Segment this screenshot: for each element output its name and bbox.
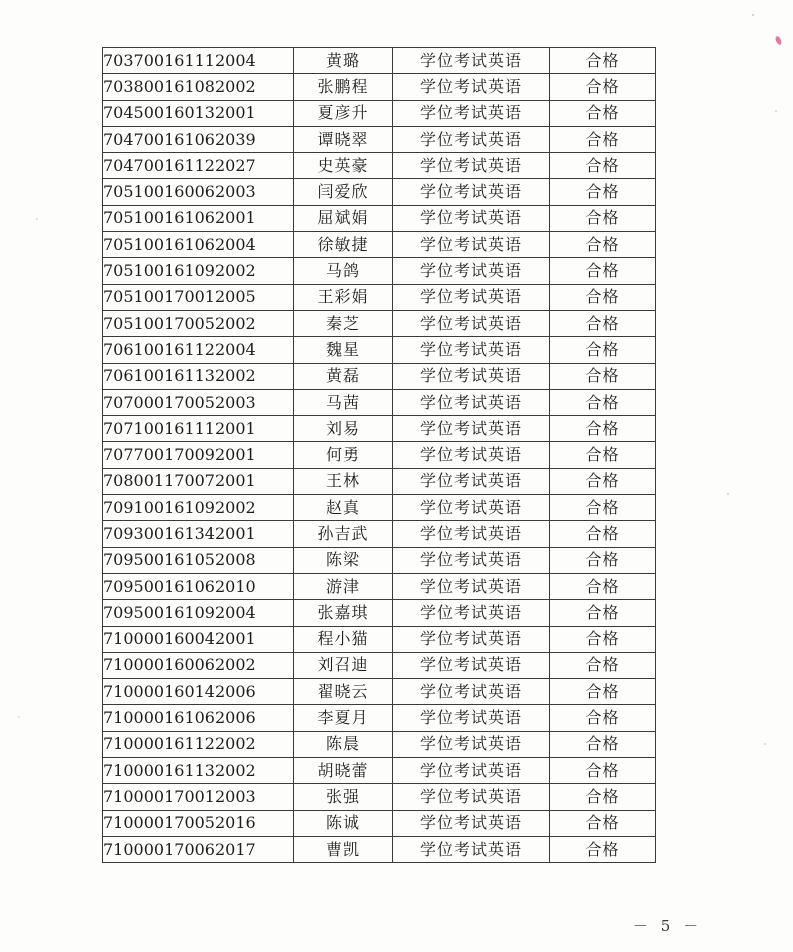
table-row bbox=[103, 153, 656, 179]
student-id-cell: 706100161122004 bbox=[103, 337, 294, 363]
student-name-cell: 史英豪 bbox=[294, 153, 393, 179]
exam-name-cell: 学位考试英语 bbox=[393, 784, 550, 810]
student-name-cell: 胡晓蕾 bbox=[294, 758, 393, 784]
result-cell: 合格 bbox=[550, 495, 656, 521]
exam-name-cell: 学位考试英语 bbox=[393, 495, 550, 521]
table-row bbox=[103, 363, 656, 389]
result-cell: 合格 bbox=[550, 416, 656, 442]
exam-name-cell: 学位考试英语 bbox=[393, 100, 550, 126]
result-cell: 合格 bbox=[550, 310, 656, 336]
result-cell: 合格 bbox=[550, 573, 656, 599]
exam-name-cell: 学位考试英语 bbox=[393, 652, 550, 678]
dust-speck bbox=[727, 493, 729, 495]
table-row bbox=[103, 232, 656, 258]
result-cell: 合格 bbox=[550, 626, 656, 652]
dust-speck bbox=[36, 218, 38, 220]
exam-name-cell: 学位考试英语 bbox=[393, 74, 550, 100]
result-cell: 合格 bbox=[550, 48, 656, 74]
result-cell: 合格 bbox=[550, 179, 656, 205]
student-name-cell: 秦芝 bbox=[294, 310, 393, 336]
student-name-cell: 何勇 bbox=[294, 442, 393, 468]
dust-speck bbox=[752, 14, 754, 16]
result-cell: 合格 bbox=[550, 836, 656, 862]
exam-name-cell: 学位考试英语 bbox=[393, 363, 550, 389]
student-name-cell: 游津 bbox=[294, 573, 393, 599]
table-row bbox=[103, 705, 656, 731]
student-name-cell: 程小猫 bbox=[294, 626, 393, 652]
student-id-cell: 705100161062001 bbox=[103, 205, 294, 231]
student-name-cell: 王林 bbox=[294, 468, 393, 494]
student-name-cell: 马茜 bbox=[294, 389, 393, 415]
result-cell: 合格 bbox=[550, 284, 656, 310]
student-name-cell: 刘召迪 bbox=[294, 652, 393, 678]
result-cell: 合格 bbox=[550, 337, 656, 363]
student-name-cell: 翟晓云 bbox=[294, 679, 393, 705]
table-row bbox=[103, 442, 656, 468]
table-row bbox=[103, 310, 656, 336]
result-cell: 合格 bbox=[550, 600, 656, 626]
student-name-cell: 黄磊 bbox=[294, 363, 393, 389]
table-row bbox=[103, 836, 656, 862]
student-name-cell: 张嘉琪 bbox=[294, 600, 393, 626]
ink-stain bbox=[774, 35, 782, 45]
exam-name-cell: 学位考试英语 bbox=[393, 258, 550, 284]
student-id-cell: 704500160132001 bbox=[103, 100, 294, 126]
exam-name-cell: 学位考试英语 bbox=[393, 442, 550, 468]
page-number: － 5 － bbox=[633, 917, 703, 935]
exam-name-cell: 学位考试英语 bbox=[393, 836, 550, 862]
result-cell: 合格 bbox=[550, 652, 656, 678]
exam-name-cell: 学位考试英语 bbox=[393, 232, 550, 258]
student-id-cell: 704700161062039 bbox=[103, 126, 294, 152]
table-row bbox=[103, 731, 656, 757]
exam-name-cell: 学位考试英语 bbox=[393, 679, 550, 705]
student-name-cell: 王彩娟 bbox=[294, 284, 393, 310]
table-row bbox=[103, 679, 656, 705]
student-name-cell: 徐敏捷 bbox=[294, 232, 393, 258]
student-name-cell: 李夏月 bbox=[294, 705, 393, 731]
student-id-cell: 707100161112001 bbox=[103, 416, 294, 442]
student-name-cell: 张强 bbox=[294, 784, 393, 810]
result-cell: 合格 bbox=[550, 126, 656, 152]
student-id-cell: 705100161092002 bbox=[103, 258, 294, 284]
result-cell: 合格 bbox=[550, 705, 656, 731]
exam-name-cell: 学位考试英语 bbox=[393, 205, 550, 231]
result-cell: 合格 bbox=[550, 258, 656, 284]
exam-name-cell: 学位考试英语 bbox=[393, 600, 550, 626]
table-row bbox=[103, 205, 656, 231]
result-cell: 合格 bbox=[550, 468, 656, 494]
table-row bbox=[103, 547, 656, 573]
table-row bbox=[103, 495, 656, 521]
student-id-cell: 705100161062004 bbox=[103, 232, 294, 258]
table-row bbox=[103, 600, 656, 626]
student-name-cell: 黄璐 bbox=[294, 48, 393, 74]
student-id-cell: 708001170072001 bbox=[103, 468, 294, 494]
exam-name-cell: 学位考试英语 bbox=[393, 126, 550, 152]
table-row bbox=[103, 758, 656, 784]
table-row bbox=[103, 521, 656, 547]
table-row bbox=[103, 573, 656, 599]
student-id-cell: 705100170012005 bbox=[103, 284, 294, 310]
student-id-cell: 710000161132002 bbox=[103, 758, 294, 784]
student-name-cell: 夏彦升 bbox=[294, 100, 393, 126]
student-name-cell: 谭晓翠 bbox=[294, 126, 393, 152]
student-id-cell: 709500161062010 bbox=[103, 573, 294, 599]
student-name-cell: 陈晨 bbox=[294, 731, 393, 757]
exam-name-cell: 学位考试英语 bbox=[393, 573, 550, 599]
result-cell: 合格 bbox=[550, 679, 656, 705]
result-cell: 合格 bbox=[550, 389, 656, 415]
table-row bbox=[103, 416, 656, 442]
student-id-cell: 710000160142006 bbox=[103, 679, 294, 705]
exam-name-cell: 学位考试英语 bbox=[393, 547, 550, 573]
student-id-cell: 710000170062017 bbox=[103, 836, 294, 862]
result-cell: 合格 bbox=[550, 731, 656, 757]
student-id-cell: 709500161092004 bbox=[103, 600, 294, 626]
student-id-cell: 705100170052002 bbox=[103, 310, 294, 336]
exam-results-body bbox=[103, 48, 656, 863]
student-name-cell: 曹凯 bbox=[294, 836, 393, 862]
student-name-cell: 赵真 bbox=[294, 495, 393, 521]
student-id-cell: 710000161062006 bbox=[103, 705, 294, 731]
exam-name-cell: 学位考试英语 bbox=[393, 337, 550, 363]
table-row bbox=[103, 258, 656, 284]
student-id-cell: 710000170012003 bbox=[103, 784, 294, 810]
dust-speck bbox=[764, 743, 766, 745]
table-row bbox=[103, 389, 656, 415]
result-cell: 合格 bbox=[550, 784, 656, 810]
dust-speck bbox=[18, 716, 20, 718]
student-id-cell: 709300161342001 bbox=[103, 521, 294, 547]
table-row bbox=[103, 468, 656, 494]
exam-name-cell: 学位考试英语 bbox=[393, 626, 550, 652]
exam-name-cell: 学位考试英语 bbox=[393, 284, 550, 310]
exam-name-cell: 学位考试英语 bbox=[393, 468, 550, 494]
student-id-cell: 710000161122002 bbox=[103, 731, 294, 757]
result-cell: 合格 bbox=[550, 153, 656, 179]
table-row bbox=[103, 100, 656, 126]
student-id-cell: 710000160062002 bbox=[103, 652, 294, 678]
table-row bbox=[103, 652, 656, 678]
student-name-cell: 马鸽 bbox=[294, 258, 393, 284]
exam-name-cell: 学位考试英语 bbox=[393, 179, 550, 205]
exam-name-cell: 学位考试英语 bbox=[393, 810, 550, 836]
student-id-cell: 709500161052008 bbox=[103, 547, 294, 573]
result-cell: 合格 bbox=[550, 810, 656, 836]
result-cell: 合格 bbox=[550, 758, 656, 784]
student-id-cell: 703700161112004 bbox=[103, 48, 294, 74]
student-name-cell: 闫爱欣 bbox=[294, 179, 393, 205]
student-id-cell: 707700170092001 bbox=[103, 442, 294, 468]
exam-name-cell: 学位考试英语 bbox=[393, 389, 550, 415]
student-id-cell: 704700161122027 bbox=[103, 153, 294, 179]
student-id-cell: 707000170052003 bbox=[103, 389, 294, 415]
student-id-cell: 705100160062003 bbox=[103, 179, 294, 205]
table-row bbox=[103, 179, 656, 205]
exam-name-cell: 学位考试英语 bbox=[393, 153, 550, 179]
table-row bbox=[103, 337, 656, 363]
exam-results-table bbox=[102, 47, 656, 863]
exam-name-cell: 学位考试英语 bbox=[393, 310, 550, 336]
result-cell: 合格 bbox=[550, 74, 656, 100]
result-cell: 合格 bbox=[550, 521, 656, 547]
student-name-cell: 魏星 bbox=[294, 337, 393, 363]
student-id-cell: 710000170052016 bbox=[103, 810, 294, 836]
exam-name-cell: 学位考试英语 bbox=[393, 758, 550, 784]
table-row bbox=[103, 626, 656, 652]
student-name-cell: 刘易 bbox=[294, 416, 393, 442]
exam-name-cell: 学位考试英语 bbox=[393, 731, 550, 757]
table-row bbox=[103, 48, 656, 74]
exam-name-cell: 学位考试英语 bbox=[393, 48, 550, 74]
table-row bbox=[103, 810, 656, 836]
student-name-cell: 陈梁 bbox=[294, 547, 393, 573]
table-row bbox=[103, 284, 656, 310]
result-cell: 合格 bbox=[550, 547, 656, 573]
student-id-cell: 706100161132002 bbox=[103, 363, 294, 389]
table-row bbox=[103, 126, 656, 152]
dust-speck bbox=[775, 110, 777, 112]
result-cell: 合格 bbox=[550, 232, 656, 258]
student-id-cell: 709100161092002 bbox=[103, 495, 294, 521]
exam-name-cell: 学位考试英语 bbox=[393, 705, 550, 731]
table-row bbox=[103, 784, 656, 810]
exam-name-cell: 学位考试英语 bbox=[393, 416, 550, 442]
result-cell: 合格 bbox=[550, 442, 656, 468]
student-name-cell: 张鹏程 bbox=[294, 74, 393, 100]
student-name-cell: 屈斌娟 bbox=[294, 205, 393, 231]
result-cell: 合格 bbox=[550, 100, 656, 126]
result-cell: 合格 bbox=[550, 205, 656, 231]
student-id-cell: 703800161082002 bbox=[103, 74, 294, 100]
student-id-cell: 710000160042001 bbox=[103, 626, 294, 652]
student-name-cell: 陈诚 bbox=[294, 810, 393, 836]
exam-name-cell: 学位考试英语 bbox=[393, 521, 550, 547]
table-row bbox=[103, 74, 656, 100]
result-cell: 合格 bbox=[550, 363, 656, 389]
student-name-cell: 孙吉武 bbox=[294, 521, 393, 547]
